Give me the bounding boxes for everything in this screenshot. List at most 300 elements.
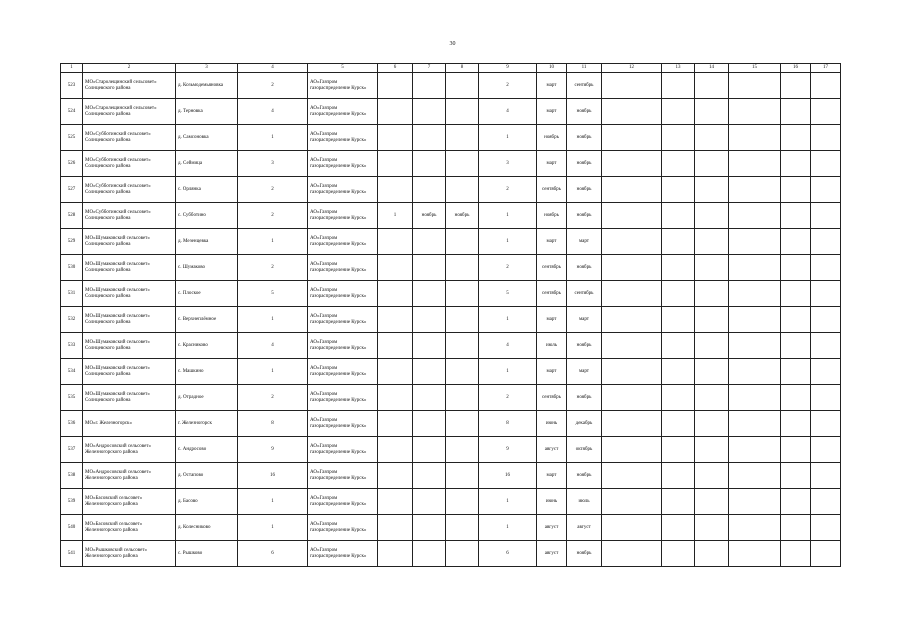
- end-month: ноябрь: [567, 125, 602, 151]
- count-cell: 5: [238, 281, 308, 307]
- count-cell: 1: [238, 125, 308, 151]
- col8-value: [446, 229, 479, 255]
- municipality-name: МО«Басовский сельсовет» Железногорского района: [83, 515, 176, 541]
- column-number-15: 15: [729, 64, 781, 73]
- row-number: 539: [61, 489, 83, 515]
- empty-cell-col16: [781, 125, 811, 151]
- empty-cell-col17: [811, 255, 841, 281]
- empty-cell-col13: [662, 411, 695, 437]
- empty-cell-col16: [781, 541, 811, 567]
- empty-cell-col12: [602, 203, 662, 229]
- count-cell: 2: [238, 385, 308, 411]
- empty-cell-col15: [729, 151, 781, 177]
- empty-cell-col12: [602, 177, 662, 203]
- municipality-name: МО«Шумаковский сельсовет» Солнцевского района: [83, 333, 176, 359]
- header-row: [61, 64, 841, 73]
- end-month: сентябрь: [567, 73, 602, 99]
- start-month: август: [537, 437, 567, 463]
- settlement-name: г. Железногорск: [176, 411, 238, 437]
- empty-cell-col17: [811, 307, 841, 333]
- empty-cell-col16: [781, 177, 811, 203]
- settlement-name: с. Красниково: [176, 333, 238, 359]
- empty-cell-col12: [602, 255, 662, 281]
- table-row: [61, 541, 841, 567]
- col6-value: [378, 359, 413, 385]
- col6-value: [378, 229, 413, 255]
- empty-cell-col13: [662, 541, 695, 567]
- column-number-2: 2: [83, 64, 176, 73]
- count-cell: 16: [238, 463, 308, 489]
- col9-value: 9: [479, 437, 537, 463]
- organization-name: АО«Газпром газораспределение Курск»: [308, 463, 378, 489]
- col6-value: [378, 463, 413, 489]
- empty-cell-col14: [695, 151, 729, 177]
- empty-cell-col17: [811, 385, 841, 411]
- municipality-name: МО«Рышковский сельсовет» Железногорского района: [83, 541, 176, 567]
- column-number-12: 12: [602, 64, 662, 73]
- settlement-name: д. Отрадное: [176, 385, 238, 411]
- empty-cell-col15: [729, 333, 781, 359]
- municipality-name: МО«Андросовский сельсовет» Железногорского района: [83, 463, 176, 489]
- settlement-name: с. Плоское: [176, 281, 238, 307]
- col9-value: 1: [479, 307, 537, 333]
- col7-value: [413, 541, 446, 567]
- empty-cell-col12: [602, 385, 662, 411]
- empty-cell-col16: [781, 385, 811, 411]
- settlement-name: д. Терновка: [176, 99, 238, 125]
- end-month: ноябрь: [567, 203, 602, 229]
- col7-value: [413, 489, 446, 515]
- column-number-8: 8: [446, 64, 479, 73]
- empty-cell-col12: [602, 281, 662, 307]
- table-row: [61, 177, 841, 203]
- end-month: ноябрь: [567, 255, 602, 281]
- count-cell: 4: [238, 99, 308, 125]
- col8-value: [446, 281, 479, 307]
- row-number: 538: [61, 463, 83, 489]
- empty-cell-col14: [695, 307, 729, 333]
- empty-cell-col16: [781, 489, 811, 515]
- count-cell: 6: [238, 541, 308, 567]
- empty-cell-col17: [811, 99, 841, 125]
- settlement-name: д. Колесниково: [176, 515, 238, 541]
- empty-cell-col14: [695, 177, 729, 203]
- column-number-7: 7: [413, 64, 446, 73]
- organization-name: АО«Газпром газораспределение Курск»: [308, 203, 378, 229]
- start-month: июнь: [537, 489, 567, 515]
- col9-value: 16: [479, 463, 537, 489]
- organization-name: АО«Газпром газораспределение Курск»: [308, 125, 378, 151]
- empty-cell-col15: [729, 541, 781, 567]
- empty-cell-col14: [695, 255, 729, 281]
- col8-value: [446, 151, 479, 177]
- col9-value: 1: [479, 489, 537, 515]
- organization-name: АО«Газпром газораспределение Курск»: [308, 281, 378, 307]
- empty-cell-col15: [729, 229, 781, 255]
- empty-cell-col13: [662, 125, 695, 151]
- empty-cell-col17: [811, 437, 841, 463]
- end-month: ноябрь: [567, 385, 602, 411]
- empty-cell-col17: [811, 541, 841, 567]
- column-number-3: 3: [176, 64, 238, 73]
- municipality-name: МО«Шумаковский сельсовет» Солнцевского района: [83, 255, 176, 281]
- empty-cell-col13: [662, 307, 695, 333]
- empty-cell-col15: [729, 177, 781, 203]
- table-row: [61, 463, 841, 489]
- municipality-name: МО«Шумаковский сельсовет» Солнцевского района: [83, 229, 176, 255]
- col8-value: [446, 463, 479, 489]
- empty-cell-col14: [695, 203, 729, 229]
- municipality-name: МО«Шумаковский сельсовет» Солнцевского района: [83, 281, 176, 307]
- empty-cell-col13: [662, 463, 695, 489]
- empty-cell-col15: [729, 281, 781, 307]
- empty-cell-col16: [781, 359, 811, 385]
- col8-value: [446, 515, 479, 541]
- empty-cell-col12: [602, 73, 662, 99]
- empty-cell-col12: [602, 99, 662, 125]
- col6-value: [378, 281, 413, 307]
- column-number-16: 16: [781, 64, 811, 73]
- settlement-name: с. Рышково: [176, 541, 238, 567]
- empty-cell-col12: [602, 463, 662, 489]
- col8-value: [446, 177, 479, 203]
- row-number: 528: [61, 203, 83, 229]
- empty-cell-col16: [781, 463, 811, 489]
- empty-cell-col12: [602, 489, 662, 515]
- empty-cell-col14: [695, 411, 729, 437]
- row-number: 533: [61, 333, 83, 359]
- col7-value: [413, 125, 446, 151]
- col9-value: 1: [479, 359, 537, 385]
- col9-value: 2: [479, 177, 537, 203]
- start-month: март: [537, 307, 567, 333]
- col8-value: [446, 489, 479, 515]
- empty-cell-col13: [662, 229, 695, 255]
- municipality-name: МО«Андросовский сельсовет» Железногорского района: [83, 437, 176, 463]
- col6-value: [378, 177, 413, 203]
- col9-value: 3: [479, 151, 537, 177]
- col6-value: [378, 385, 413, 411]
- row-number: 536: [61, 411, 83, 437]
- empty-cell-col16: [781, 203, 811, 229]
- col8-value: ноябрь: [446, 203, 479, 229]
- col7-value: [413, 411, 446, 437]
- column-number-17: 17: [811, 64, 841, 73]
- col7-value: [413, 463, 446, 489]
- empty-cell-col14: [695, 73, 729, 99]
- end-month: октябрь: [567, 437, 602, 463]
- organization-name: АО«Газпром газораспределение Курск»: [308, 307, 378, 333]
- col6-value: [378, 437, 413, 463]
- empty-cell-col15: [729, 125, 781, 151]
- empty-cell-col17: [811, 177, 841, 203]
- settlement-name: д. Басово: [176, 489, 238, 515]
- empty-cell-col13: [662, 333, 695, 359]
- empty-cell-col13: [662, 99, 695, 125]
- col6-value: [378, 333, 413, 359]
- empty-cell-col12: [602, 359, 662, 385]
- col7-value: ноябрь: [413, 203, 446, 229]
- col7-value: [413, 177, 446, 203]
- empty-cell-col15: [729, 437, 781, 463]
- settlement-name: д. Козьмодемьяновка: [176, 73, 238, 99]
- start-month: март: [537, 99, 567, 125]
- empty-cell-col17: [811, 281, 841, 307]
- empty-cell-col16: [781, 229, 811, 255]
- empty-cell-col16: [781, 151, 811, 177]
- col8-value: [446, 307, 479, 333]
- empty-cell-col16: [781, 255, 811, 281]
- col9-value: 2: [479, 385, 537, 411]
- municipality-name: МО«Субботинский сельсовет» Солнцевского района: [83, 151, 176, 177]
- table-row: [61, 333, 841, 359]
- col8-value: [446, 385, 479, 411]
- row-number: 526: [61, 151, 83, 177]
- organization-name: АО«Газпром газораспределение Курск»: [308, 255, 378, 281]
- start-month: март: [537, 73, 567, 99]
- empty-cell-col13: [662, 151, 695, 177]
- municipality-name: МО«Шумаковский сельсовет» Солнцевского района: [83, 359, 176, 385]
- col9-value: 6: [479, 541, 537, 567]
- end-month: июль: [567, 489, 602, 515]
- empty-cell-col17: [811, 463, 841, 489]
- municipality-name: МО«Старолещинский сельсовет» Солнцевского района: [83, 73, 176, 99]
- settlement-name: д. Сеймица: [176, 151, 238, 177]
- settlement-name: д. Остапово: [176, 463, 238, 489]
- col8-value: [446, 411, 479, 437]
- empty-cell-col12: [602, 541, 662, 567]
- end-month: август: [567, 515, 602, 541]
- empty-cell-col14: [695, 385, 729, 411]
- empty-cell-col16: [781, 437, 811, 463]
- empty-cell-col12: [602, 151, 662, 177]
- column-number-6: 6: [378, 64, 413, 73]
- col7-value: [413, 437, 446, 463]
- empty-cell-col15: [729, 489, 781, 515]
- col6-value: [378, 125, 413, 151]
- end-month: ноябрь: [567, 177, 602, 203]
- end-month: март: [567, 359, 602, 385]
- empty-cell-col15: [729, 255, 781, 281]
- column-number-11: 11: [567, 64, 602, 73]
- col6-value: [378, 541, 413, 567]
- row-number: 527: [61, 177, 83, 203]
- end-month: март: [567, 307, 602, 333]
- col6-value: [378, 73, 413, 99]
- row-number: 541: [61, 541, 83, 567]
- municipality-name: МО«Субботинский сельсовет» Солнцевского района: [83, 203, 176, 229]
- empty-cell-col13: [662, 203, 695, 229]
- empty-cell-col14: [695, 437, 729, 463]
- empty-cell-col15: [729, 73, 781, 99]
- end-month: ноябрь: [567, 151, 602, 177]
- col8-value: [446, 541, 479, 567]
- empty-cell-col12: [602, 333, 662, 359]
- empty-cell-col15: [729, 463, 781, 489]
- start-month: сентябрь: [537, 385, 567, 411]
- empty-cell-col13: [662, 281, 695, 307]
- empty-cell-col12: [602, 411, 662, 437]
- col6-value: [378, 307, 413, 333]
- col6-value: [378, 255, 413, 281]
- empty-cell-col14: [695, 541, 729, 567]
- count-cell: 1: [238, 359, 308, 385]
- col8-value: [446, 333, 479, 359]
- empty-cell-col17: [811, 333, 841, 359]
- column-number-1: 1: [61, 64, 83, 73]
- empty-cell-col14: [695, 333, 729, 359]
- count-cell: 8: [238, 411, 308, 437]
- start-month: август: [537, 515, 567, 541]
- empty-cell-col14: [695, 463, 729, 489]
- count-cell: 1: [238, 307, 308, 333]
- col7-value: [413, 281, 446, 307]
- municipality-name: МО«Субботинский сельсовет» Солнцевского района: [83, 177, 176, 203]
- empty-cell-col17: [811, 515, 841, 541]
- start-month: август: [537, 541, 567, 567]
- col7-value: [413, 359, 446, 385]
- table-row: [61, 359, 841, 385]
- col7-value: [413, 333, 446, 359]
- end-month: март: [567, 229, 602, 255]
- organization-name: АО«Газпром газораспределение Курск»: [308, 359, 378, 385]
- organization-name: АО«Газпром газораспределение Курск»: [308, 99, 378, 125]
- empty-cell-col17: [811, 489, 841, 515]
- municipality-name: МО«Старолещинский сельсовет» Солнцевского района: [83, 99, 176, 125]
- empty-cell-col13: [662, 177, 695, 203]
- col8-value: [446, 359, 479, 385]
- empty-cell-col14: [695, 281, 729, 307]
- col7-value: [413, 307, 446, 333]
- empty-cell-col15: [729, 385, 781, 411]
- empty-cell-col14: [695, 99, 729, 125]
- empty-cell-col15: [729, 411, 781, 437]
- empty-cell-col17: [811, 73, 841, 99]
- empty-cell-col15: [729, 307, 781, 333]
- empty-cell-col13: [662, 73, 695, 99]
- column-number-4: 4: [238, 64, 308, 73]
- row-number: 537: [61, 437, 83, 463]
- row-number: 523: [61, 73, 83, 99]
- organization-name: АО«Газпром газораспределение Курск»: [308, 73, 378, 99]
- empty-cell-col17: [811, 125, 841, 151]
- col6-value: [378, 515, 413, 541]
- municipality-name: МО«Субботинский сельсовет» Солнцевского района: [83, 125, 176, 151]
- gasification-table: [60, 63, 841, 567]
- end-month: ноябрь: [567, 463, 602, 489]
- end-month: ноябрь: [567, 99, 602, 125]
- col9-value: 8: [479, 411, 537, 437]
- table-body: [61, 73, 841, 567]
- settlement-name: с. Верхнеплёмное: [176, 307, 238, 333]
- empty-cell-col16: [781, 281, 811, 307]
- start-month: июнь: [537, 411, 567, 437]
- page-number: 30: [449, 41, 456, 47]
- start-month: март: [537, 359, 567, 385]
- col9-value: 4: [479, 99, 537, 125]
- column-number-13: 13: [662, 64, 695, 73]
- table-row: [61, 229, 841, 255]
- table-row: [61, 307, 841, 333]
- col7-value: [413, 515, 446, 541]
- col9-value: 1: [479, 229, 537, 255]
- empty-cell-col15: [729, 515, 781, 541]
- col7-value: [413, 99, 446, 125]
- empty-cell-col16: [781, 307, 811, 333]
- col9-value: 4: [479, 333, 537, 359]
- count-cell: 1: [238, 515, 308, 541]
- empty-cell-col16: [781, 411, 811, 437]
- col9-value: 5: [479, 281, 537, 307]
- column-number-14: 14: [695, 64, 729, 73]
- column-number-5: 5: [308, 64, 378, 73]
- empty-cell-col15: [729, 99, 781, 125]
- empty-cell-col16: [781, 73, 811, 99]
- table-row: [61, 125, 841, 151]
- col8-value: [446, 99, 479, 125]
- col7-value: [413, 385, 446, 411]
- empty-cell-col13: [662, 489, 695, 515]
- municipality-name: МО«Шумаковский сельсовет» Солнцевского района: [83, 307, 176, 333]
- row-number: 532: [61, 307, 83, 333]
- col8-value: [446, 255, 479, 281]
- table-row: [61, 515, 841, 541]
- count-cell: 1: [238, 229, 308, 255]
- column-number-9: 9: [479, 64, 537, 73]
- table-row: [61, 385, 841, 411]
- col7-value: [413, 255, 446, 281]
- col8-value: [446, 125, 479, 151]
- empty-cell-col17: [811, 203, 841, 229]
- row-number: 540: [61, 515, 83, 541]
- empty-cell-col14: [695, 125, 729, 151]
- col6-value: [378, 411, 413, 437]
- col8-value: [446, 73, 479, 99]
- col6-value: 1: [378, 203, 413, 229]
- start-month: сентябрь: [537, 255, 567, 281]
- count-cell: 2: [238, 255, 308, 281]
- empty-cell-col13: [662, 515, 695, 541]
- settlement-name: с. Шумаково: [176, 255, 238, 281]
- settlement-name: с. Андросово: [176, 437, 238, 463]
- empty-cell-col16: [781, 333, 811, 359]
- empty-cell-col13: [662, 385, 695, 411]
- municipality-name: МО«Басовский сельсовет» Железногорского района: [83, 489, 176, 515]
- settlement-name: д. Мезенцевка: [176, 229, 238, 255]
- empty-cell-col16: [781, 99, 811, 125]
- col9-value: 1: [479, 203, 537, 229]
- empty-cell-col15: [729, 359, 781, 385]
- table-row: [61, 73, 841, 99]
- organization-name: АО«Газпром газораспределение Курск»: [308, 515, 378, 541]
- col6-value: [378, 489, 413, 515]
- col7-value: [413, 151, 446, 177]
- empty-cell-col16: [781, 515, 811, 541]
- empty-cell-col17: [811, 229, 841, 255]
- table-row: [61, 255, 841, 281]
- organization-name: АО«Газпром газораспределение Курск»: [308, 541, 378, 567]
- organization-name: АО«Газпром газораспределение Курск»: [308, 229, 378, 255]
- municipality-name: МО«г. Железногорск»: [83, 411, 176, 437]
- col7-value: [413, 229, 446, 255]
- row-number: 525: [61, 125, 83, 151]
- count-cell: 4: [238, 333, 308, 359]
- col9-value: 2: [479, 255, 537, 281]
- table-row: [61, 151, 841, 177]
- municipality-name: МО«Шумаковский сельсовет» Солнцевского района: [83, 385, 176, 411]
- organization-name: АО«Газпром газораспределение Курск»: [308, 177, 378, 203]
- col6-value: [378, 99, 413, 125]
